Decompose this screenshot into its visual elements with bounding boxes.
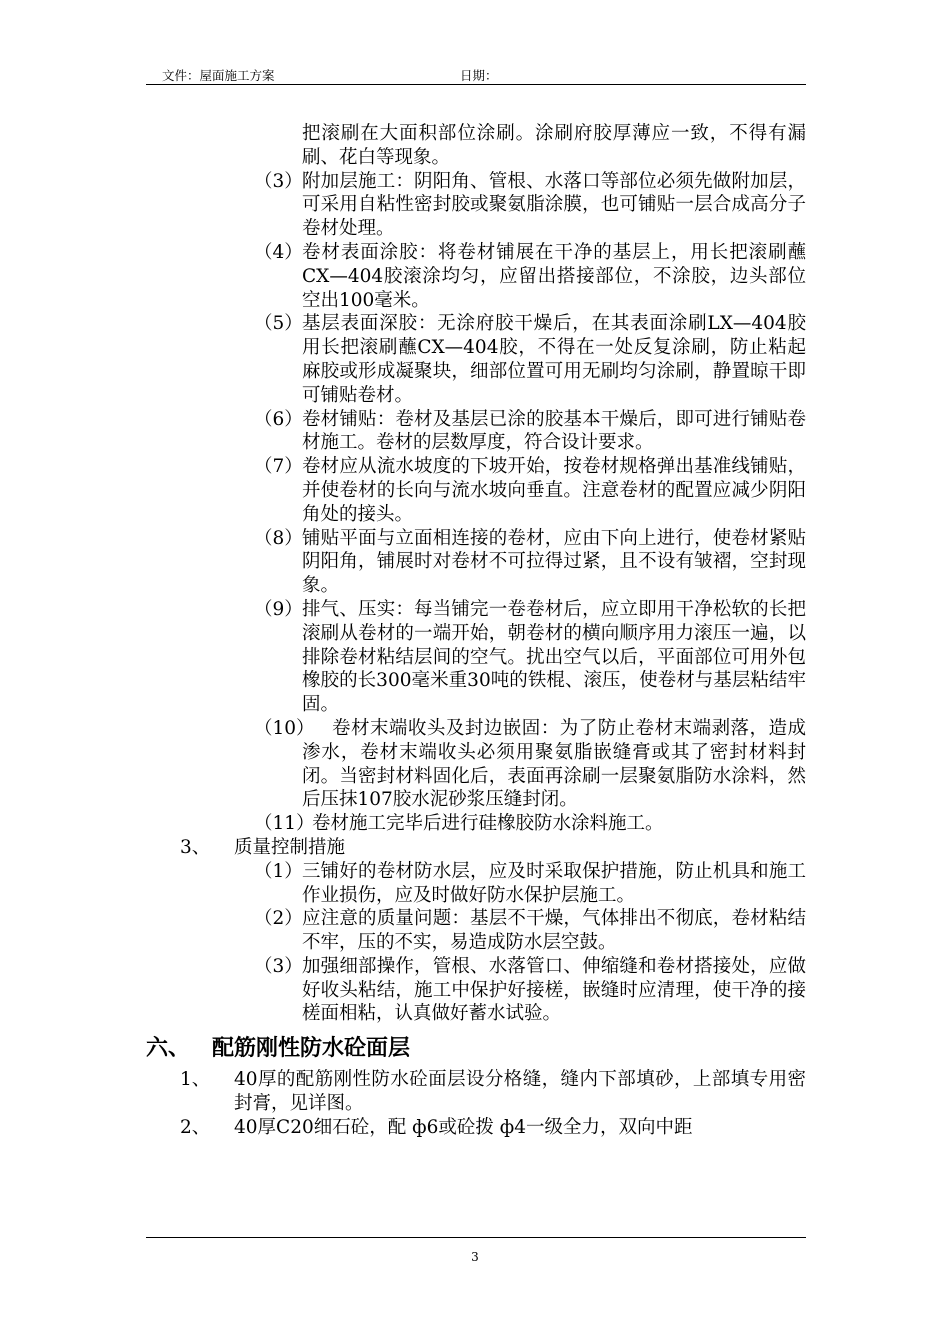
chapter-item-text: 40厚C20细石砼，配 ф6或砼拨 ф4一级全力，双向中距 [234,1116,693,1138]
section-number: 3、 [180,836,211,858]
chapter-number: 六、 [146,1035,191,1062]
chapter-item [146,1068,806,1116]
quality-item [146,860,806,908]
quality-item [146,907,806,955]
step-item [146,812,806,836]
step-text: 附加层施工：阴阳角、管根、水落口等部位必须先做附加层，可采用自粘性密封胶或聚氨脂涂膜，也可铺贴一层合成高分子卷材处理。 [302,170,806,240]
quality-text: 三铺好的卷材防水层，应及时采取保护措施，防止机具和施工作业损伤，应及时做好防水保护层施工。 [302,860,806,906]
chapter-item-number: 2、 [180,1116,211,1138]
section-3-heading [146,836,806,860]
section-title: 质量控制措施 [234,836,346,858]
header-file-label: 文件：屋面施工方案 [162,68,275,83]
step-item [146,455,806,526]
quality-number: （2） [254,908,303,930]
step-number: （9） [254,598,303,620]
step-text: 基层表面深胶：无涂府胶干燥后，在其表面涂刷LX—404胶用长把滚刷蘸CX—404胶，不得在一处反复涂刷，防止粘起麻胶或形成凝聚块，细部位置可用无刷均匀涂刷，静置晾干即可铺贴卷材。 [302,313,806,406]
step-number: （5） [254,313,303,335]
step-number: （7） [254,456,303,478]
quality-item [146,955,806,1026]
page-number: 3 [471,1250,479,1264]
step-text: 排气、压实：每当铺完一卷卷材后，应立即用干净松软的长把滚刷从卷材的一端开始，朝卷材的横向顺序用力滚压一遍，以排除卷材粘结层间的空气。扰出空气以后，平面部位可用外包橡胶的长300毫米重30吨的铁棍、滚压，使卷材与基层粘结牢固。 [302,598,806,716]
quality-number: （1） [254,860,303,882]
header-date-label: 日期： [460,68,498,83]
chapter-item-number: 1、 [180,1069,211,1091]
step-text: 卷材表面涂胶：将卷材铺展在干净的基层上，用长把滚刷蘸CX—404胶滚涂均匀，应留出搭接部位，不涂胶，边头部位空出100毫米。 [302,241,806,311]
quality-text: 应注意的质量问题：基层不干燥，气体排出不彻底，卷材粘结不牢，压的不实，易造成防水层空鼓。 [302,908,806,954]
chapter-item [146,1116,806,1140]
chapter-item-text: 40厚的配筋刚性防水砼面层设分格缝，缝内下部填砂，上部填专用密封膏，见详图。 [234,1069,806,1115]
step-number: （3） [254,170,303,192]
chapter-title: 配筋刚性防水砼面层 [212,1035,411,1062]
step-item [146,408,806,456]
step-text: 铺贴平面与立面相连接的卷材，应由下向上进行，使卷材紧贴阴阳角，铺展时对卷材不可拉得过紧，且不设有皱褶，空封现象。 [302,527,806,597]
quality-text: 加强细部操作，管根、水落管口、伸缩缝和卷材搭接处，应做好收头粘结，施工中保护好接槎，嵌缝时应清理，使干净的接槎面相粘，认真做好蓄水试验。 [302,955,806,1025]
step-item [146,527,806,598]
step-text: 卷材应从流水坡度的下坡开始，按卷材规格弹出基准线铺贴，并使卷材的长向与流水坡向垂直。注意卷材的配置应减少阴阳角处的接头。 [302,456,806,525]
document-body [146,122,806,1140]
footer-divider [146,1237,806,1238]
step-text: 卷材铺贴：卷材及基层已涂的胶基本干燥后，即可进行铺贴卷材施工。卷材的层数厚度，符合设计要求。 [302,408,806,454]
quality-number: （3） [254,955,303,977]
intro-continuation: 把滚刷在大面积部位涂刷。涂刷府胶厚薄应一致，不得有漏刷、花白等现象。 [302,123,806,168]
page-header [146,62,806,85]
step-number: （6） [254,408,303,430]
step-number: （11） [254,813,315,835]
step-item [146,170,806,241]
chapter-6-heading [146,1034,806,1062]
step-text: 卷材施工完毕后进行硅橡胶防水涂料施工。 [312,813,664,835]
step-number: （4） [254,241,303,263]
step-item [146,312,806,407]
step-item [146,717,806,812]
step-text: 卷材末端收头及封边嵌固：为了防止卷材末端剥落，造成渗水，卷材末端收头必须用聚氨脂嵌缝膏或其了密封材料封闭。当密封材料固化后，表面再涂刷一层聚氨脂防水涂料，然后压抹107胶水泥砂浆压缝封闭。 [302,717,806,811]
step-number: （8） [254,527,303,549]
step-item [146,241,806,312]
step-number: （10） [254,717,315,739]
step-item [146,598,806,717]
